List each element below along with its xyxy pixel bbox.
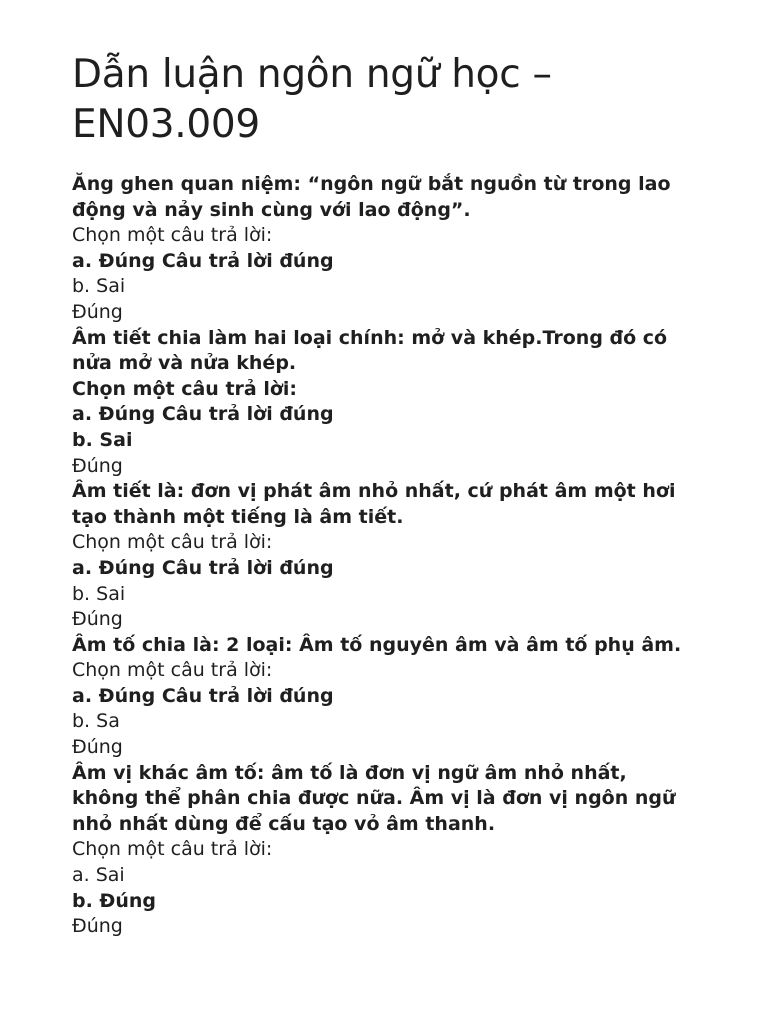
answer-result: Đúng bbox=[72, 915, 123, 938]
question-block bbox=[72, 479, 698, 633]
option-b: b. Đúng bbox=[72, 889, 157, 912]
option-a: a. Đúng Câu trả lời đúng bbox=[72, 249, 334, 272]
option-a: a. Đúng Câu trả lời đúng bbox=[72, 403, 334, 426]
question-text: Âm tố chia là: 2 loại: Âm tố nguyên âm và âm tố phụ âm. bbox=[72, 633, 682, 656]
answer-result: Đúng bbox=[72, 608, 123, 631]
question-block bbox=[72, 172, 698, 326]
option-b: b. Sai bbox=[72, 428, 133, 451]
question-text: Âm tiết chia làm hai loại chính: mở và khép.Trong đó có nửa mở và nửa khép. bbox=[72, 326, 668, 375]
option-a: a. Đúng Câu trả lời đúng bbox=[72, 684, 334, 707]
answer-prompt: Chọn một câu trả lời: bbox=[72, 531, 273, 554]
question-block bbox=[72, 633, 698, 761]
option-a: a. Sai bbox=[72, 864, 125, 887]
option-b: b. Sai bbox=[72, 275, 126, 298]
question-text: Ăng ghen quan niệm: “ngôn ngữ bắt nguồn từ trong lao động và nảy sinh cùng với lao động”. bbox=[72, 173, 671, 221]
question-text: Âm vị khác âm tố: âm tố là đơn vị ngữ âm nhỏ nhất, không thể phân chia được nữa. Âm vị là đơn vị ngôn ngữ nhỏ nhất dùng để cấu tạo vỏ âm thanh. bbox=[72, 761, 676, 835]
question-block bbox=[72, 761, 698, 940]
answer-result: Đúng bbox=[72, 736, 123, 759]
question-text: Âm tiết là: đơn vị phát âm nhỏ nhất, cứ phát âm một hơi tạo thành một tiếng là âm tiết. bbox=[72, 480, 676, 528]
answer-prompt: Chọn một câu trả lời: bbox=[72, 224, 273, 247]
answer-prompt: Chọn một câu trả lời: bbox=[72, 659, 273, 682]
option-a: a. Đúng Câu trả lời đúng bbox=[72, 556, 334, 579]
option-b: b. Sai bbox=[72, 582, 126, 605]
answer-prompt: Chọn một câu trả lời: bbox=[72, 838, 273, 861]
answer-prompt: Chọn một câu trả lời: bbox=[72, 377, 298, 400]
option-b: b. Sa bbox=[72, 710, 120, 733]
answer-result: Đúng bbox=[72, 454, 123, 477]
question-block bbox=[72, 326, 698, 480]
answer-result: Đúng bbox=[72, 300, 123, 323]
page-title: Dẫn luận ngôn ngữ học – EN03.009 bbox=[72, 52, 552, 147]
